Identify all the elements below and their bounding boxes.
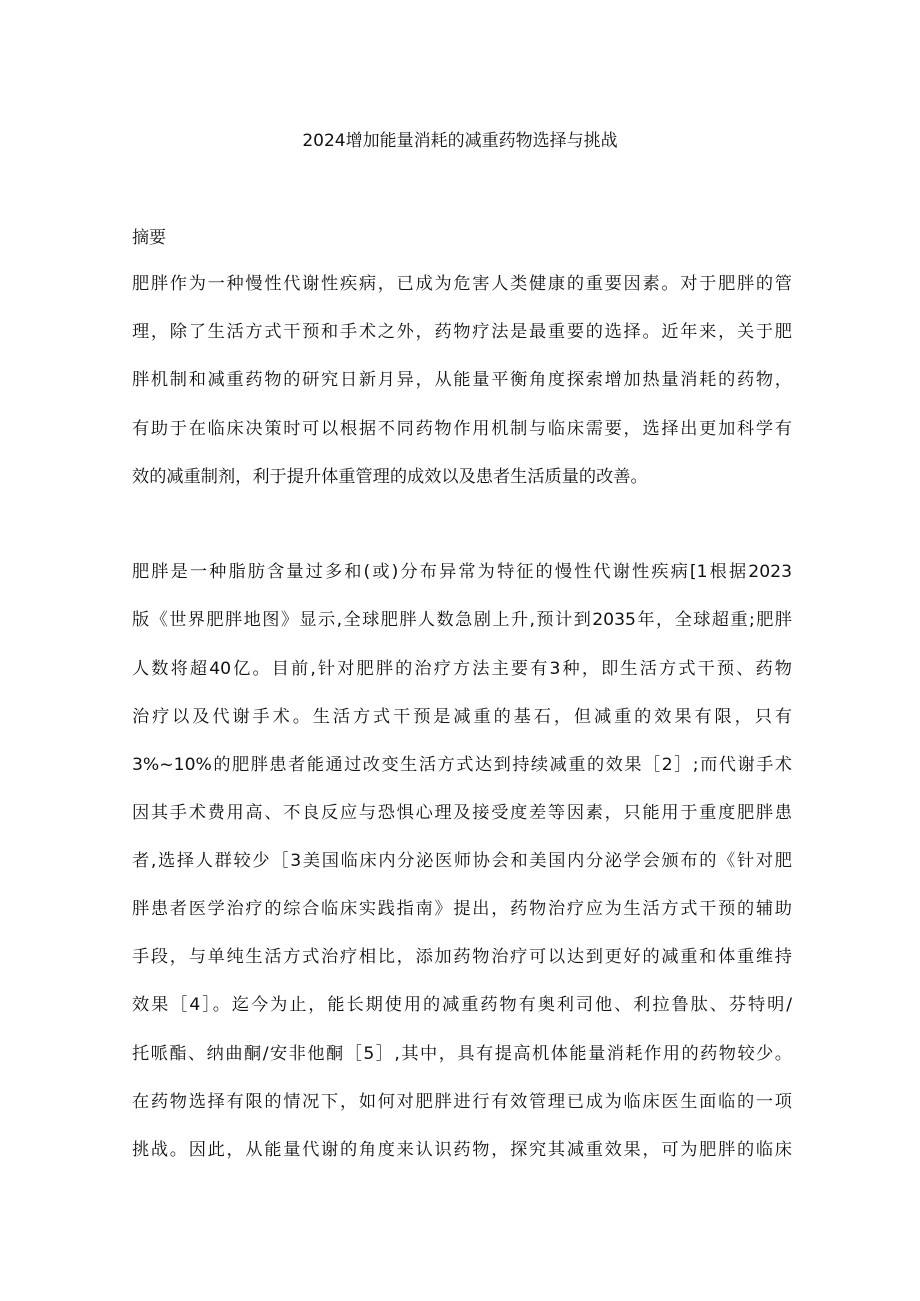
body-line: 者,选择人群较少［3美国临床内分泌医师协会和美国内分泌学会颁布的《针对肥 xyxy=(132,851,792,871)
body-line: 人数将超40亿。目前,针对肥胖的治疗方法主要有3种，即生活方式干预、药物 xyxy=(132,659,792,679)
body-line: 治疗以及代谢手术。生活方式干预是减重的基石，但减重的效果有限，只有 xyxy=(132,707,792,727)
document-title: 2024增加能量消耗的减重药物选择与挑战 xyxy=(302,131,618,151)
body-line: 肥胖是一种脂肪含量过多和(或)分布异常为特征的慢性代谢性疾病[1根据2023 xyxy=(132,562,792,582)
abstract-heading: 摘要 xyxy=(132,228,166,248)
body-line: 手段，与单纯生活方式治疗相比，添加药物治疗可以达到更好的减重和体重维持 xyxy=(132,947,792,967)
abstract-line: 胖机制和减重药物的研究日新月异，从能量平衡角度探索增加热量消耗的药物， xyxy=(132,370,792,390)
body-line: 胖患者医学治疗的综合临床实践指南》提出，药物治疗应为生活方式干预的辅助 xyxy=(132,899,792,919)
body-line: 挑战。因此，从能量代谢的角度来认识药物，探究其减重效果，可为肥胖的临床 xyxy=(132,1140,792,1160)
abstract-line: 肥胖作为一种慢性代谢性疾病，已成为危害人类健康的重要因素。对于肥胖的管 xyxy=(132,274,792,294)
body-line: 版《世界肥胖地图》显示,全球肥胖人数急剧上升,预计到2035年，全球超重;肥胖 xyxy=(132,610,792,630)
body-line: 托哌酯、纳曲酮/安非他酮［5］,其中，具有提高机体能量消耗作用的药物较少。 xyxy=(132,1044,792,1064)
body-line: 因其手术费用高、不良反应与恐惧心理及接受度差等因素，只能用于重度肥胖患 xyxy=(132,803,792,823)
abstract-line: 效的减重制剂，利于提升体重管理的成效以及患者生活质量的改善。 xyxy=(132,467,648,487)
body-line: 效果［4］。迄今为止，能长期使用的减重药物有奥利司他、利拉鲁肽、芬特明/ xyxy=(132,995,792,1015)
body-line: 3%~10%的肥胖患者能通过改变生活方式达到持续减重的效果［2］;而代谢手术 xyxy=(132,755,792,775)
abstract-line: 理，除了生活方式干预和手术之外，药物疗法是最重要的选择。近年来，关于肥 xyxy=(132,322,792,342)
abstract-line: 有助于在临床决策时可以根据不同药物作用机制与临床需要，选择出更加科学有 xyxy=(132,419,792,439)
body-line: 在药物选择有限的情况下，如何对肥胖进行有效管理已成为临床医生面临的一项 xyxy=(132,1092,792,1112)
